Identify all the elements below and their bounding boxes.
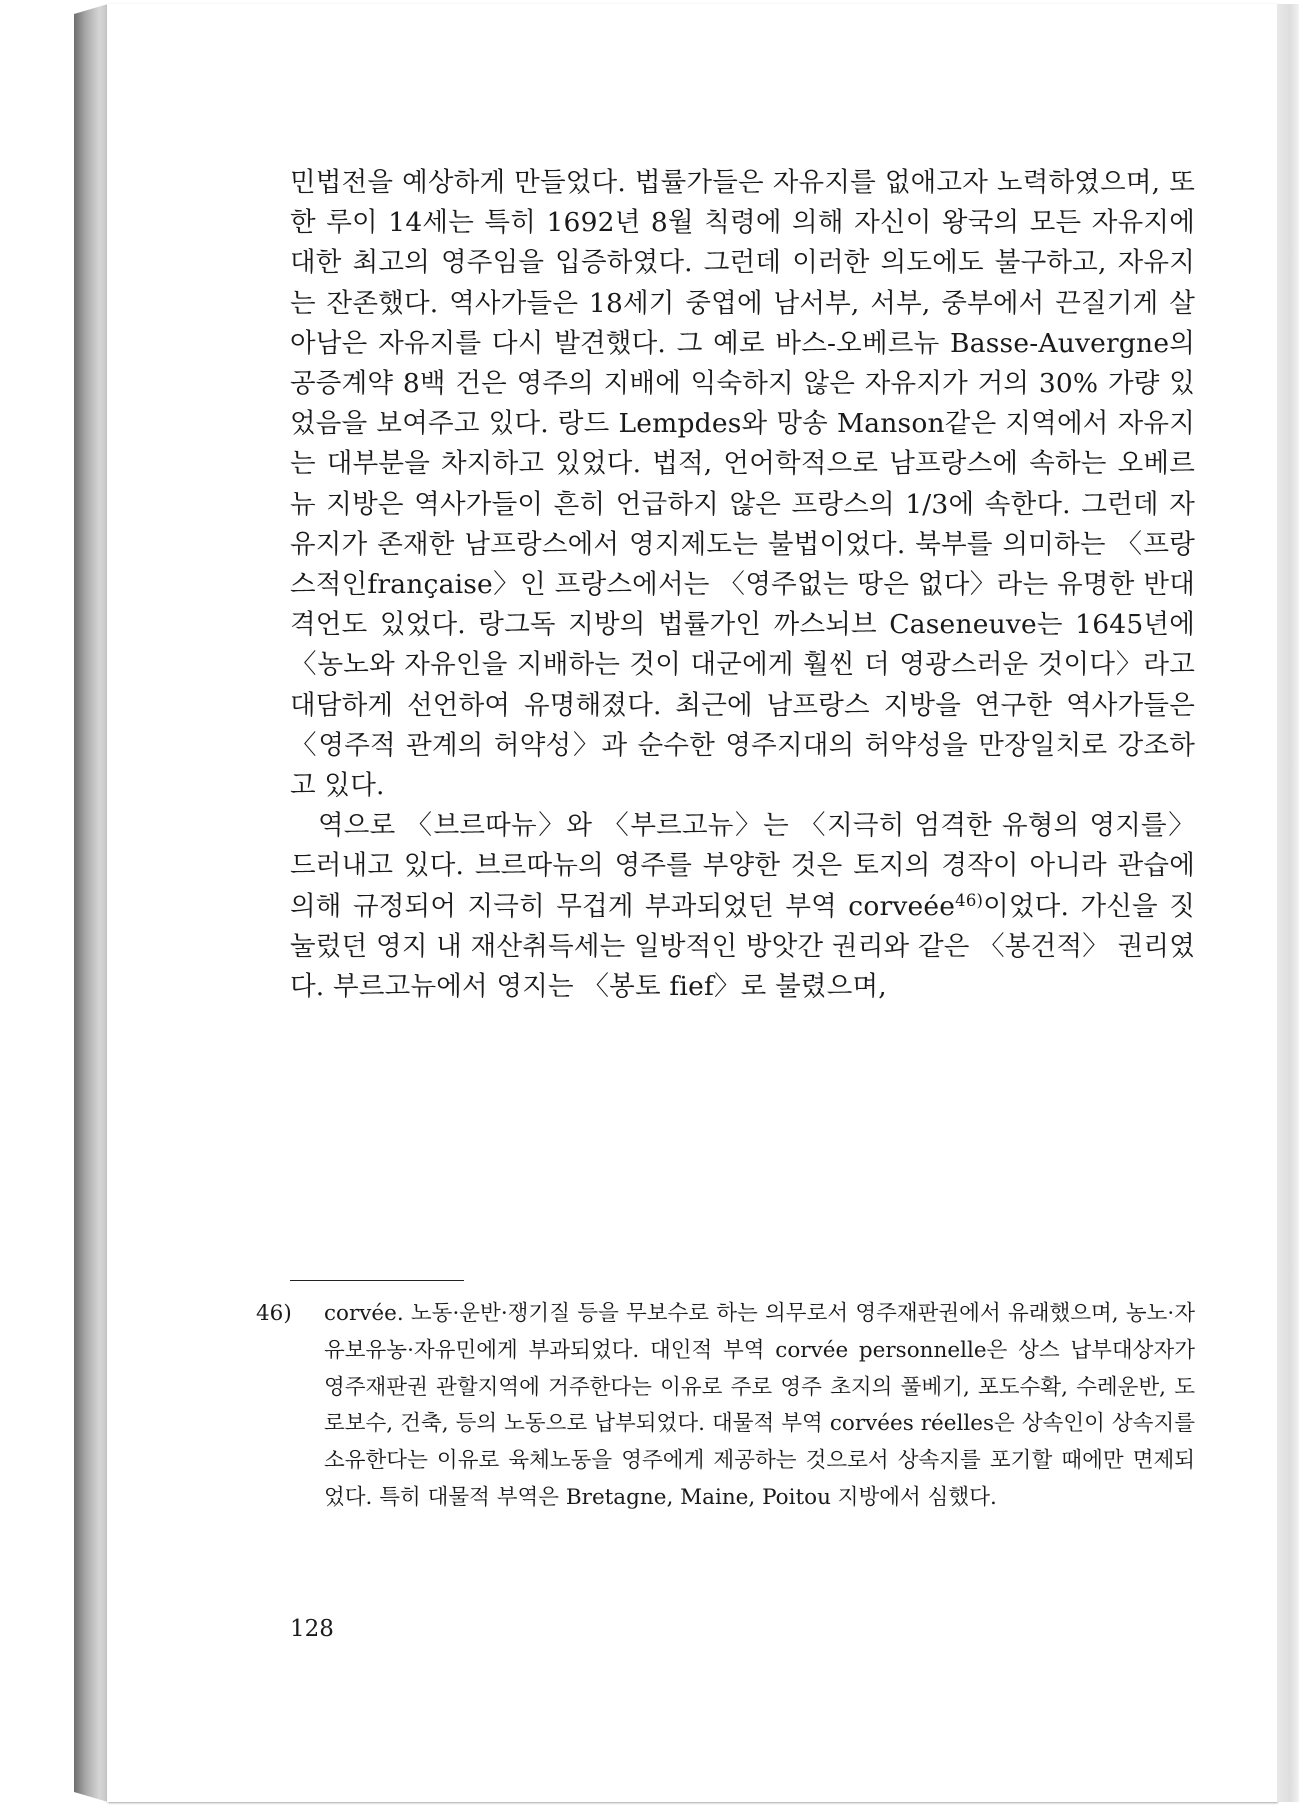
footnote-number: 46): [256, 1301, 292, 1326]
footnote-divider: [290, 1280, 464, 1281]
page-right-edge: [1277, 4, 1299, 1802]
paragraph-2: [290, 806, 1195, 1007]
book-spine-edge: [74, 4, 108, 1802]
footnote-46: [256, 1296, 1195, 1517]
footnote-reference-46: 46): [955, 890, 984, 910]
paragraph-2-text-after-note: 이었다. 가신을 짓눌렀던 영지 내 재산취득세는 일방적인 방앗간 권리와 같은 〈봉건적〉 권리였다. 부르고뉴에서 영지는 〈봉토 fief〉로 불렸으며,: [290, 890, 1195, 1003]
paragraph-1: 민법전을 예상하게 만들었다. 법률가들은 자유지를 없애고자 노력하였으며, 또한 루이 14세는 특히 1692년 8월 칙령에 의해 자신이 왕국의 모든 자유지에 대한 최고의 영주임을 입증하였다. 그런데 이러한 의도에도 불구하고, 자유지는 잔존했다. 역사가들은 18세기 중엽에 남서부, 서부, 중부에서 끈질기게 살아남은 자유지를 다시 발견했다. 그 예로 바스-오베르뉴 Basse-Auvergne의 공증계약 8백 건은 영주의 지배에 익숙하지 않은 자유지가 거의 30% 가량 있었음을 보여주고 있다. 랑드 Lempdes와 망송 Manson같은 지역에서 자유지는 대부분을 차지하고 있었다. 법적, 언어학적으로 남프랑스에 속하는 오베르뉴 지방은 역사가들이 흔히 언급하지 않은 프랑스의 1/3에 속한다. 그런데 자유지가 존재한 남프랑스에서 영지제도는 불법이었다. 북부를 의미하는 〈프랑스적인française〉인 프랑스에서는 〈영주없는 땅은 없다〉라는 유명한 반대 격언도 있었다. 랑그독 지방의 법률가인 까스뇌브 Caseneuve는 1645년에 〈농노와 자유인을 지배하는 것이 대군에게 훨씬 더 영광스러운 것이다〉라고 대담하게 선언하여 유명해졌다. 최근에 남프랑스 지방을 연구한 역사가들은 〈영주적 관계의 허약성〉과 순수한 영주지대의 허약성을 만장일치로 강조하고 있다.: [290, 167, 1195, 802]
page-number: 128: [290, 1616, 334, 1642]
footnote-body: [256, 1296, 1195, 1517]
paragraph-2-text-before-note: 역으로 〈브르따뉴〉와 〈부르고뉴〉는 〈지극히 엄격한 유형의 영지를〉 드러내고 있다. 브르따뉴의 영주를 부양한 것은 토지의 경작이 아니라 관습에 의해 규정되어 지극히 무겁게 부과되었던 부역 corveée: [290, 810, 1195, 922]
footnote-text: corvée. 노동·운반·쟁기질 등을 무보수로 하는 의무로서 영주재판권에서 유래했으며, 농노·자유보유농·자유민에게 부과되었다. 대인적 부역 corvée personnelle은 상스 납부대상자가 영주재판권 관할지역에 거주한다는 이유로 주로 영주 초지의 풀베기, 포도수확, 수레운반, 도로보수, 건축, 등의 노동으로 납부되었다. 대물적 부역 corvées réelles은 상속인이 상속지를 소유한다는 이유로 육체노동을 영주에게 제공하는 것으로서 상속지를 포기할 때에만 면제되었다. 특히 대물적 부역은 Bretagne, Maine, Poitou 지방에서 심했다.: [324, 1301, 1195, 1510]
body-text: [290, 163, 1195, 1007]
